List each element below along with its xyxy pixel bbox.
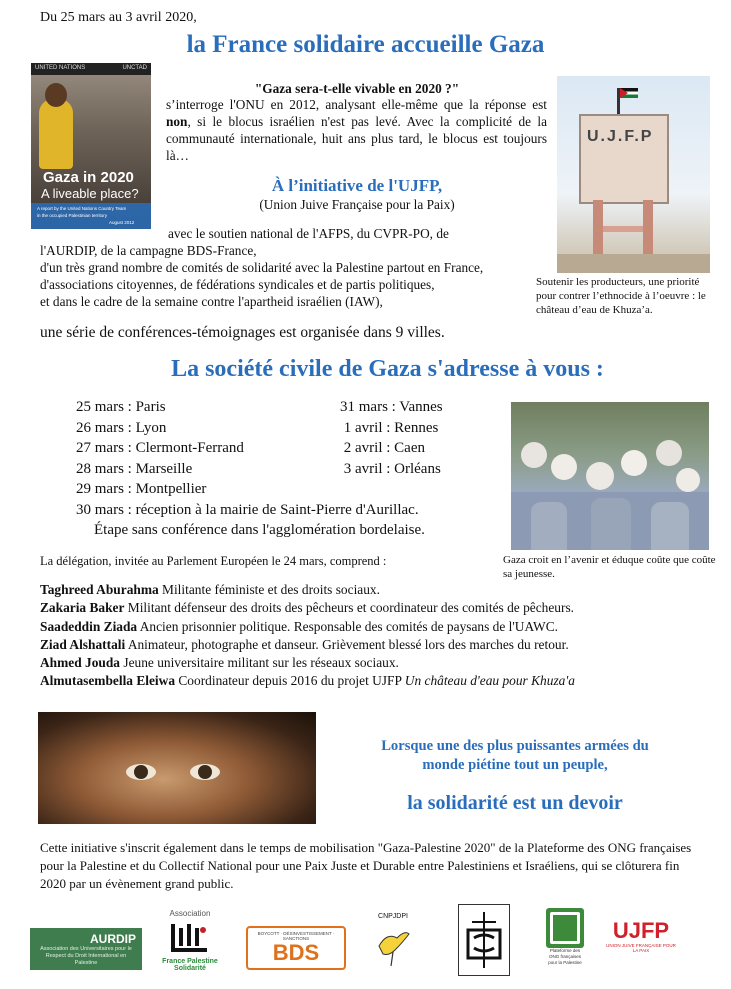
- right-stop-list: [340, 397, 443, 479]
- cover-date: August 2012: [109, 220, 135, 225]
- solidarity-motto: la solidarité est un devoir: [407, 792, 623, 814]
- cover-small-text: A report by the United Nations Country Team: [37, 206, 127, 211]
- ujfp-logo-text: UJFP: [612, 918, 670, 943]
- stop-item: 30 mars : réception à la mairie de Saint-Pierre d'Aurillac.: [76, 501, 419, 518]
- schoolchildren-photo: [511, 402, 709, 550]
- support-line: d'associations citoyennes, de fédérations syndicales et de partis politiques,: [40, 277, 435, 292]
- dove-icon: [373, 920, 413, 970]
- support-line: et dans le cadre de la semaine contre l'apartheid israélien (IAW),: [40, 294, 383, 309]
- tower-sign: U.J.F.P: [587, 128, 654, 145]
- aurdip-logo-text: AURDIP: [89, 931, 136, 946]
- delegation-intro: La délégation, invitée au Parlement Européen le 24 mars, comprend :: [40, 554, 387, 568]
- water-tower-photo: [557, 76, 710, 273]
- cover-small-text: in the occupied Palestinian territory: [37, 213, 108, 218]
- tower-caption: Soutenir les producteurs, une priorité pour contrer l’ethnocide à l’oeuvre : le château d’eau de Khuza’a.: [536, 276, 706, 316]
- cover-subtitle: A liveable place?: [41, 186, 139, 201]
- delegation-member: Ziad Alshattali Animateur, photographe et danseur. Grièvement blessé lors des marches du retour.: [40, 636, 569, 652]
- plateforme-ong-logo[interactable]: [545, 903, 585, 971]
- plateforme-emblem-icon: [546, 908, 584, 948]
- cnpjdpi-logo[interactable]: [370, 904, 416, 978]
- cover-un-label: UNITED NATIONS: [35, 65, 86, 71]
- ujfp-logo[interactable]: [606, 906, 676, 966]
- solidarity-quote: [330, 737, 700, 775]
- etape-note: Étape sans conférence dans l'agglomération bordelaise.: [94, 522, 425, 538]
- bds-logo[interactable]: [246, 926, 346, 970]
- quote-line: monde piétine tout un peuple,: [422, 757, 608, 773]
- stop-item: 1 avril : Rennes: [340, 419, 439, 436]
- afps-logo-bottom-text: France Palestine Solidarité: [162, 957, 218, 972]
- cnpjdpi-logo-text: CNPJDPI: [378, 912, 408, 920]
- support-line: d'un très grand nombre de comités de solidarité avec la Palestine partout en France,: [40, 260, 484, 275]
- un-report-cover-image: [31, 63, 151, 229]
- delegation-member: Saadeddin Ziada Ancien prisonnier politique. Responsable des comités de paysans de l'UAWC.: [40, 618, 558, 634]
- series-announcement: une série de conférences-témoignages est organisée dans 9 villes.: [40, 324, 445, 341]
- ujfp-logo-subtitle: UNION JUIVE FRANÇAISE POUR LA PAIX: [606, 943, 676, 953]
- delegation-list: [40, 581, 575, 691]
- intro-paragraph: s’interroge l'ONU en 2012, analysant elle-même que la réponse est non, si le blocus israélien n'est pas levé. Avec la complicité de la communauté internationale, huit ans plus tard, le blocus est toujours là…: [166, 97, 547, 163]
- initiative-heading: À l’initiative de l'UJFP,: [271, 176, 443, 195]
- event-dates: Du 25 mars au 3 avril 2020,: [40, 10, 197, 25]
- stop-item: 31 mars : Vannes: [340, 399, 443, 415]
- kids-caption: Gaza croit en l’avenir et éduque coûte que coûte sa jeunesse.: [503, 554, 716, 580]
- cover-unctad-label: UNCTAD: [122, 65, 147, 71]
- intro-question: "Gaza sera-t-elle vivable en 2020 ?": [254, 81, 460, 96]
- bds-logo-text: BDS: [272, 940, 320, 965]
- delegation-member: Taghreed Aburahma Militante féministe et des droits sociaux.: [40, 582, 380, 597]
- child-eyes-photo: [38, 712, 316, 824]
- afps-emblem-icon: [167, 918, 213, 958]
- plateforme-logo-text: Plateforme des ONG françaises pour la Palestine: [548, 948, 582, 965]
- support-line: l'AURDIP, de la campagne BDS-France,: [40, 243, 257, 258]
- aurdip-logo-subtitle: Association des Universitaires pour le Respect du Droit International en Palestine: [40, 945, 132, 966]
- stop-item: 28 mars : Marseille: [76, 460, 193, 477]
- page-title: la France solidaire accueille Gaza: [186, 31, 545, 58]
- cover-title: Gaza in 2020: [43, 169, 134, 186]
- collectif-logo[interactable]: [458, 904, 510, 976]
- section-title: La société civile de Gaza s'adresse à vous :: [171, 356, 604, 382]
- stop-item: 2 avril : Caen: [340, 440, 425, 456]
- stop-item: 26 mars : Lyon: [76, 419, 167, 436]
- afps-logo-top-text: Association: [169, 908, 211, 918]
- support-line: avec le soutien national de l'AFPS, du CVPR-PO, de: [168, 226, 449, 241]
- aurdip-logo[interactable]: [30, 928, 142, 970]
- afps-logo[interactable]: [152, 902, 228, 978]
- stop-item: 25 mars : Paris: [76, 399, 166, 415]
- initiative-subheading: (Union Juive Française pour la Paix): [259, 197, 455, 212]
- collectif-emblem-icon: [462, 908, 506, 972]
- delegation-member: Almutasembella Eleiwa Coordinateur depuis 2016 du projet UJFP Un château d'eau pour Khuza'a: [40, 673, 575, 689]
- bds-logo-top-text: BOYCOTT · DÉSINVESTISSEMENT · SANCTIONS: [257, 931, 335, 941]
- delegation-member: Ahmed Jouda Jeune universitaire militant sur les réseaux sociaux.: [40, 655, 399, 671]
- stop-item: 3 avril : Orléans: [340, 460, 441, 477]
- delegation-member: Zakaria Baker Militant défenseur des droits des pêcheurs et coordinateur des comités de pêcheurs.: [40, 600, 575, 616]
- stop-item: 27 mars : Clermont-Ferrand: [76, 440, 244, 456]
- footer-paragraph: Cette initiative s'inscrit également dans le temps de mobilisation "Gaza-Palestine 2020" de la Plateforme des ONG françaises pour la Palestine et du Collectif National pour une Paix Juste et Durable entre Palestiniens et Israéliens, qui se clôturera fin 2020 par un évènement grand public.: [40, 840, 692, 891]
- stop-item: 29 mars : Montpellier: [76, 481, 207, 497]
- quote-line: Lorsque une des plus puissantes armées du: [381, 738, 649, 754]
